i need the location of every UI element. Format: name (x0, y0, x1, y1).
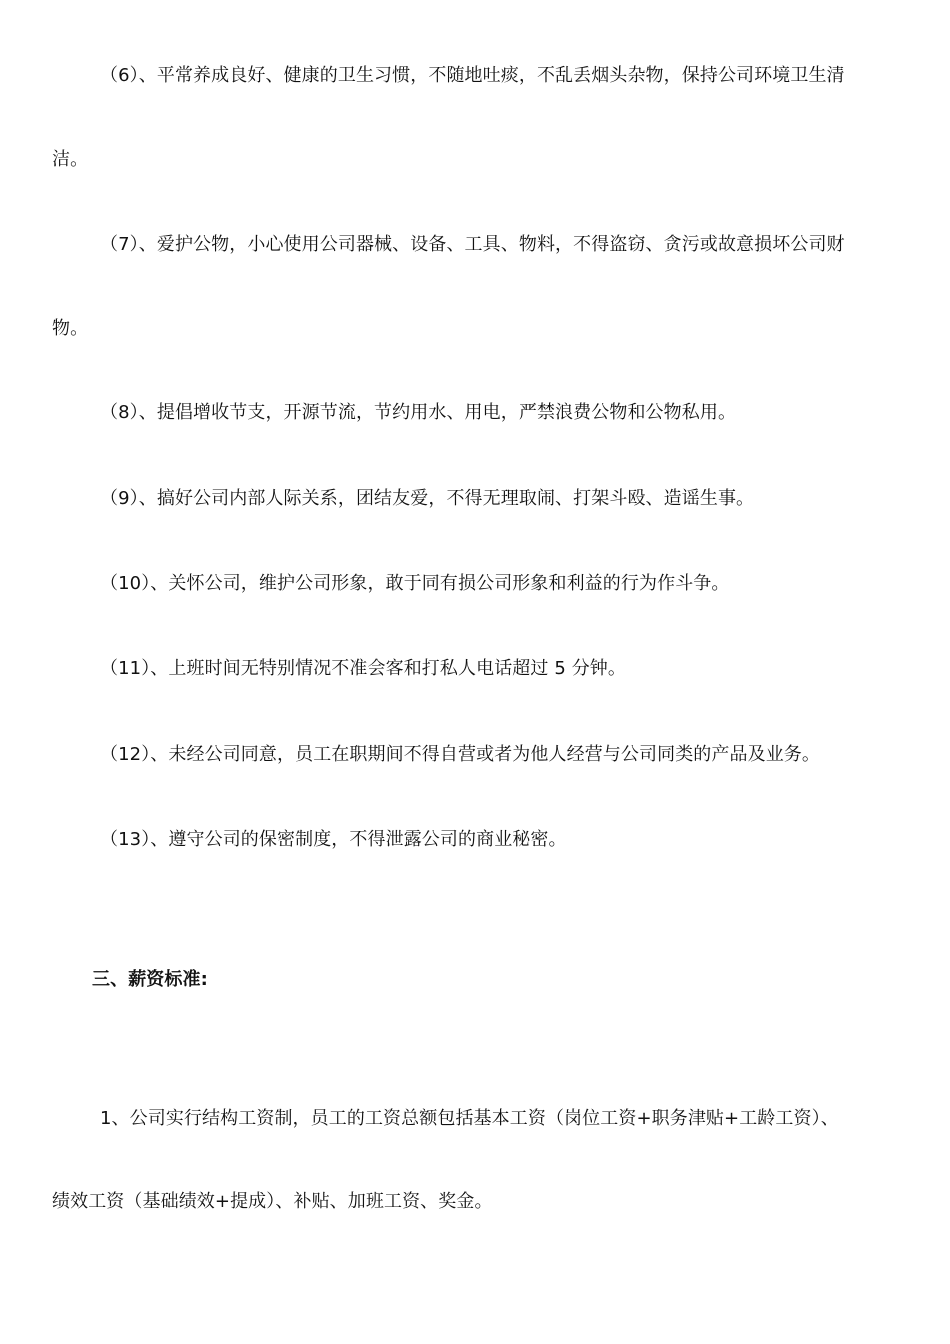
rule-11: （11）、上班时间无特别情况不准会客和打私人电话超过 5 分钟。 (100, 658, 626, 679)
rule-13: （13）、遵守公司的保密制度，不得泄露公司的商业秘密。 (100, 829, 567, 850)
rule-12: （12）、未经公司同意，员工在职期间不得自营或者为他人经营与公司同类的产品及业务。 (100, 744, 820, 765)
rule-9: （9）、搞好公司内部人际关系，团结友爱，不得无理取闹、打架斗殴、造谣生事。 (100, 488, 755, 509)
salary-item-1-line-1: 1、公司实行结构工资制，员工的工资总额包括基本工资（岗位工资+职务津贴+工龄工资）、 (100, 1108, 839, 1129)
section-3-heading: 三、薪资标准: (92, 969, 208, 990)
rule-8: （8）、提倡增收节支，开源节流，节约用水、用电，严禁浪费公物和公物私用。 (100, 402, 737, 423)
salary-item-1-line-2: 绩效工资（基础绩效+提成）、补贴、加班工资、奖金。 (52, 1191, 493, 1212)
rule-7-line-1: （7）、爱护公物，小心使用公司器械、设备、工具、物料，不得盗窃、贪污或故意损坏公司财 (100, 234, 845, 255)
rule-6-line-1: （6）、平常养成良好、健康的卫生习惯，不随地吐痰，不乱丢烟头杂物，保持公司环境卫生清 (100, 65, 845, 86)
rule-10: （10）、关怀公司，维护公司形象，敢于同有损公司形象和利益的行为作斗争。 (100, 573, 730, 594)
rule-6-line-2: 洁。 (52, 149, 89, 170)
rule-7-line-2: 物。 (52, 318, 89, 339)
